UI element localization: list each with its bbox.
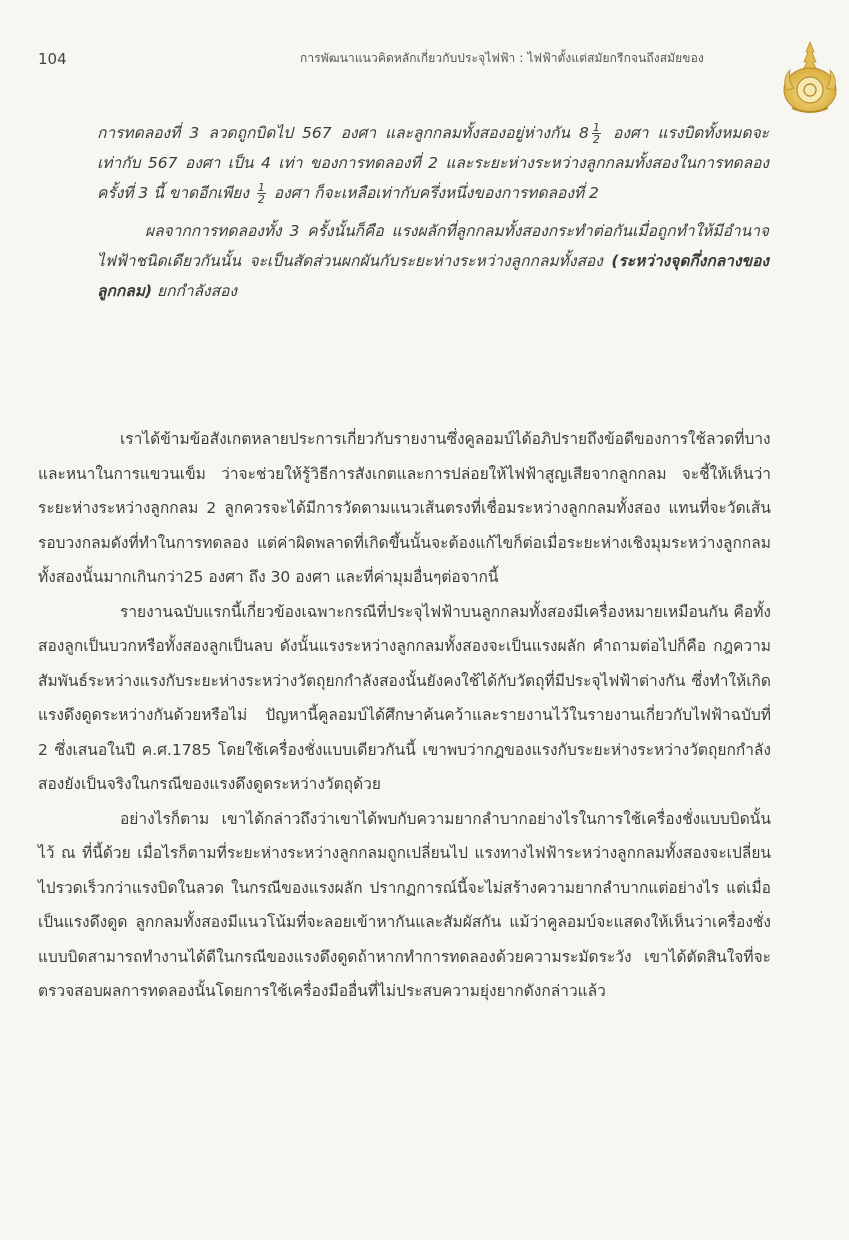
body-paragraph: รายงานฉบับแรกนี้เกี่ยวข้องเฉพาะกรณีที่ประจุไฟฟ้าบนลูกกลมทั้งสองมีเครื่องหมายเหมือนกัน คือทั้งสองลูกเป็นบวกหรือทั้งสองลูกเป็นลบ ดังนั้นแรงระหว่างลูกกลมทั้งสองจะเป็นแรงผลัก คำถามต่อไปก็คือ กฎความสัมพันธ์ระหว่างแรงกับระยะห่างระหว่างวัตถุยกกำลังสองนั้นยังคงใช้ได้กับวัตถุที่มีประจุไฟฟ้าต่างกัน ซึ่งทำให้เกิดแรงดึงดูดระหว่างกันด้วยหรือไม่ ปัญหานี้คูลอมบ์ได้ศึกษาค้นคว้าและรายงานไว้ในรายงานเกี่ยวกับไฟฟ้าฉบับที่ 2 ซึ่งเสนอในปี ค.ศ.1785 โดยใช้เครื่องชั่งแบบเดียวกันนี้ เขาพบว่ากฎของแรงกับระยะห่างระหว่างวัตถุยกกำลังสองยังเป็นจริงในกรณีของแรงดึงดูดระหว่างวัตถุด้วย — [38, 602, 771, 793]
quote-paragraph-2: ผลจากการทดลองทั้ง 3 ครั้งนั้นก็คือ แรงผลักที่ลูกกลมทั้งสองกระทำต่อกันเมื่อถูกทำให้มีอำนาจไฟฟ้าชนิดเดียวกันนั้น จะเป็นสัดส่วนผกผันกับระยะห่างระหว่างลูกกลมทั้งสอง (ระหว่างจุดกึ่งกลางของลูกกลม) ยกกำลังสอง — [97, 222, 769, 300]
university-emblem-icon — [778, 38, 842, 116]
italic-quotation — [97, 118, 769, 306]
fraction-one-half: $\frac{1}{2}$ — [257, 181, 265, 206]
running-title: การพัฒนาแนวคิดหลักเกี่ยวกับประจุไฟฟ้า : ไฟฟ้าตั้งแต่สมัยกรีกจนถึงสมัยของ — [300, 51, 704, 65]
fraction-one-half: $\frac{1}{2}$ — [592, 121, 600, 146]
body-paragraph: เราได้ข้ามข้อสังเกตหลายประการเกี่ยวกับรายงานซึ่งคูลอมบ์ได้อภิปรายถึงข้อดีของการใช้ลวดที่บางและหนาในการแขวนเข็ม ว่าจะช่วยให้รู้วิธีการสังเกตและการปล่อยให้ไฟฟ้าสูญเสียจากลูกกลม จะชี้ให้เห็นว่าระยะห่างระหว่างลูกกลม 2 ลูกควรจะได้มีการวัดตามแนวเส้นตรงที่เชื่อมระหว่างลูกกลมทั้งสอง แทนที่จะวัดเส้นรอบวงกลมดังที่ทำในการทดลอง แต่ค่าผิดพลาดที่เกิดขึ้นนั้นจะต้องแก้ไขก็ต่อเมื่อระยะห่างเชิงมุมระหว่างลูกกลมทั้งสองนั้นมากเกินกว่า25 องศา ถึง 30 องศา และที่ค่ามุมอื่นๆต่อจากนี้ — [38, 430, 771, 586]
bold-phrase: (ระหว่างจุดกึ่งกลางของลูกกลม) — [97, 252, 769, 300]
main-body-text — [38, 422, 771, 1009]
quote-paragraph-1: การทดลองที่ 3 ลวดถูกบิดไป 567 องศา และลูกกลมทั้งสองอยู่ห่างกัน 8 $\frac{1}{2}$ องศา แรงบิดทั้งหมดจะเท่ากับ 567 องศา เป็น 4 เท่า ของการทดลองที่ 2 และระยะห่างระหว่างลูกกลมทั้งสองในการทดลองครั้งที่ 3 นี้ ขาดอีกเพียง $\frac{1}{2}$ องศา ก็จะเหลือเท่ากับครึ่งหนึ่งของการทดลองที่ 2 — [97, 121, 770, 206]
page-header — [0, 0, 849, 110]
page-number: 104 — [38, 50, 67, 68]
body-paragraph: อย่างไรก็ตาม เขาได้กล่าวถึงว่าเขาได้พบกับความยากลำบากอย่างไรในการใช้เครื่องชั่งแบบบิดนั้นไว้ ณ ที่นี้ด้วย เมื่อไรก็ตามที่ระยะห่างระหว่างลูกกลมถูกเปลี่ยนไป แรงทางไฟฟ้าระหว่างลูกกลมทั้งสองจะเปลี่ยนไปรวดเร็วกว่าแรงบิดในลวด ในกรณีของแรงผลัก ปรากฏการณ์นี้จะไม่สร้างความยากลำบากแต่อย่างไร แต่เมื่อเป็นแรงดึงดูด ลูกกลมทั้งสองมีแนวโน้มที่จะลอยเข้าหากันและสัมผัสกัน แม้ว่าคูลอมบ์จะแสดงให้เห็นว่าเครื่องชั่งแบบบิดสามารถทำงานได้ดีในกรณีของแรงดึงดูดถ้าหากทำการทดลองด้วยความระมัดระวัง เขาได้ตัดสินใจที่จะตรวจสอบผลการทดลองนั้นโดยการใช้เครื่องมืออื่นที่ไม่ประสบความยุ่งยากดังกล่าวแล้ว — [38, 809, 771, 1000]
